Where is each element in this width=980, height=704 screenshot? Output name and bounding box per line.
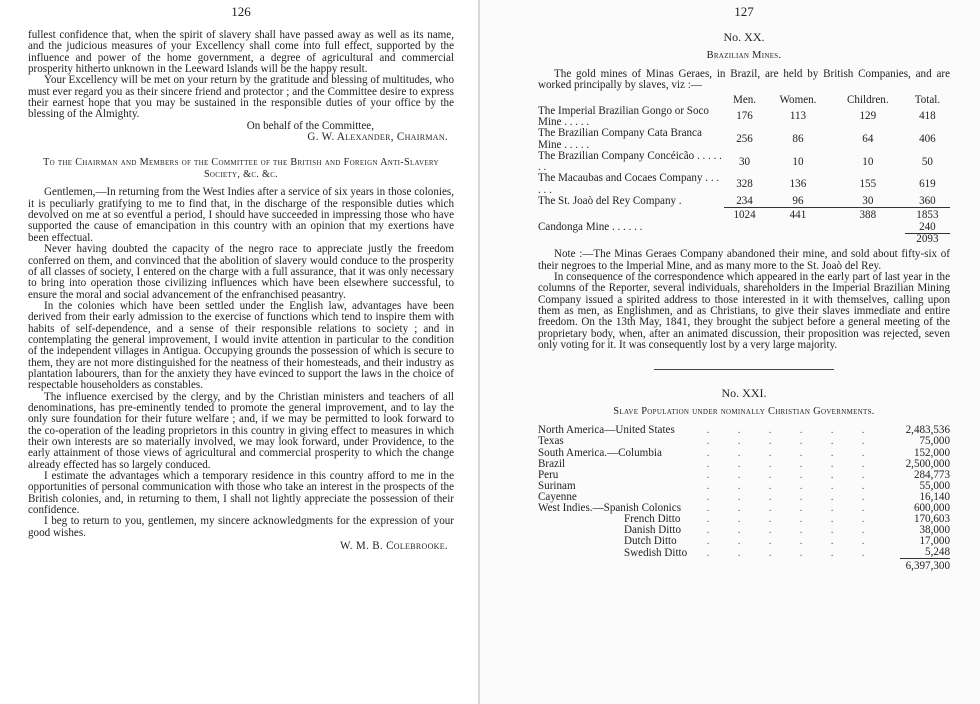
leader-dots: . . . . . .	[706, 458, 878, 470]
women-total: 441	[765, 208, 831, 222]
region-label: Danish Ditto	[624, 524, 682, 537]
column-header: Total.	[914, 93, 941, 106]
men-count: 328	[736, 178, 753, 191]
mines-table	[538, 92, 950, 246]
left-page	[0, 0, 478, 704]
population-value: 5,248	[925, 546, 950, 559]
region-label: Cayenne	[538, 490, 577, 503]
population-value: 16,140	[919, 490, 950, 503]
note-paragraph: Note :—The Minas Geraes Company abandoned their mine, and sold about fifty-six of their negroes to the Imperial Mine, and as many more to the St. Joaò del Rey.	[538, 248, 950, 272]
table-row	[538, 106, 950, 129]
mine-name: The St. Joaò del Rey Company .	[538, 195, 682, 208]
population-value: 152,000	[913, 446, 950, 459]
women-count: 96	[792, 195, 804, 208]
paragraph: In the colonies which have been settled under the English law, advantages have been derived from their early admission to the exercise of functions which tend to inspire them with habits of self-dependence, and a sense of their responsible relations to society ; and in contemplating the general improvement, I would invite attention in particular to the condition of the independent villages in Antigua. Occupying grounds the possession of which is secure to them, they are not more distinguished for the neatness of their homesteads, and their industry as plantation labourers, than for the anxiety they have evinced to support the laws in the choice of respectable householders as constables.	[28, 299, 454, 392]
table-row	[538, 536, 950, 547]
leader-dots: . . . . . .	[706, 447, 878, 459]
children-total: 388	[831, 208, 905, 222]
table-row	[538, 459, 950, 470]
table-row	[538, 503, 950, 514]
section-title: Slave Population under nominally Christian Governments.	[613, 406, 875, 418]
region-label: Brazil	[538, 457, 566, 470]
section-number: No. XXI.	[721, 386, 767, 401]
women-count: 86	[792, 132, 804, 145]
population-value: 2,483,536	[905, 424, 950, 437]
region-label: Surinam	[538, 479, 576, 492]
letter-signature: W. M. B. Colebrooke.	[340, 540, 448, 553]
table-row	[538, 196, 950, 208]
paragraph: The influence exercised by the clergy, and by the Christian ministers and teachers of all denominations, has pre-eminently tended to promote the general improvement, and to lay the only sure foundation for their future welfare ; and, if we may be permitted to look forward to the co-operation of the leading proprietors in this country in giving effect to measures in which their own interests are so materially involved, we may look forward, under Providence, to the early attainment of those views of agricultural and commercial prosperity to which the change already effected has so largely conduced.	[28, 390, 454, 471]
leader-dots: . . . . . .	[706, 514, 878, 526]
women-count: 113	[789, 110, 807, 123]
leader-dots: . . . . . .	[706, 503, 878, 514]
table-row	[538, 151, 950, 174]
paragraph: The gold mines of Minas Geraes, in Brazil, are held by British Companies, and are worked principally by slaves, viz :—	[538, 68, 950, 92]
mine-name: Candonga Mine . . . . . .	[538, 220, 643, 233]
men-count: 234	[736, 195, 753, 208]
women-count: 10	[792, 155, 804, 168]
paragraph: I estimate the advantages which a temporary residence in this country afford to me in the opportunities of personal communication with those who take an interest in the prospects of the British colonies, and, in returning to them, I shall not lightly appreciate the possession of their confidence.	[28, 470, 454, 517]
women-count: 136	[789, 178, 807, 191]
children-count: 64	[862, 132, 874, 145]
column-header: Women.	[779, 93, 817, 106]
children-count: 10	[862, 155, 874, 168]
table-row	[538, 547, 950, 559]
table-row	[538, 128, 950, 151]
total-count: 619	[919, 178, 936, 191]
population-total: 6,397,300	[900, 559, 950, 573]
mine-name: The Brazilian Company Concéicão . . . . . . .	[538, 149, 722, 174]
table-row	[538, 481, 950, 492]
paragraph: I beg to return to you, gentlemen, my sincere acknowledgments for the expression of your good wishes.	[28, 515, 454, 539]
mine-name: The Imperial Brazilian Gongo or Soco Mine . . . . .	[538, 104, 709, 128]
signature-name: G. W. Alexander, Chairman.	[307, 131, 448, 144]
paragraph: Gentlemen,—In returning from the West Indies after a service of six years in those colonies, it is peculiarly gratifying to me to find that, in the discharge of the responsible duties which devolved on me at so eventful a period, I should have succeeded in impressing those who have supported the cause of emancipation in this country with an opinion that my exertions have been effectual.	[28, 186, 454, 244]
leader-dots: . . . . . .	[706, 525, 878, 537]
totals-row	[538, 208, 950, 222]
leader-dots: . . . . . .	[706, 480, 878, 492]
children-count: 30	[862, 195, 874, 208]
table-header-row	[538, 92, 950, 106]
mine-name: The Macaubas and Cocaes Company . . . . . .	[538, 172, 720, 196]
total-row	[538, 559, 950, 573]
grand-total: 2093	[905, 233, 950, 245]
signature-intro: On behalf of the Committee,	[246, 119, 374, 132]
total-count: 240	[919, 220, 936, 233]
table-row	[538, 222, 950, 234]
region-label: Dutch Ditto	[624, 535, 677, 548]
section-divider	[654, 369, 834, 370]
page-number: 126	[231, 4, 251, 19]
total-count: 360	[919, 195, 936, 208]
column-header: Children.	[847, 93, 889, 106]
table-row	[538, 425, 950, 436]
region-label: South America.—Columbia	[538, 446, 662, 459]
page-number: 127	[734, 4, 754, 19]
total-count: 50	[921, 155, 933, 168]
section-number: No. XX.	[723, 30, 765, 44]
men-total: 1024	[724, 208, 765, 222]
population-value: 75,000	[919, 435, 950, 448]
total-count: 406	[919, 132, 936, 145]
leader-dots: . . . . . .	[706, 547, 878, 559]
address-heading: To the Chairman and Members of the Committee of the British and Foreign Anti-Slavery Society, &c. &c.	[43, 157, 439, 180]
region-label: French Ditto	[624, 513, 681, 526]
region-label: Swedish Ditto	[624, 546, 688, 559]
region-label: Peru	[538, 468, 559, 481]
region-label: West Indies.—Spanish Colonics	[538, 502, 682, 514]
grand-total-row	[538, 233, 950, 245]
population-value: 600,000	[913, 502, 950, 514]
column-header	[538, 92, 724, 106]
table-row	[538, 173, 950, 196]
section-title: Brazilian Mines.	[706, 50, 782, 61]
total-total: 1853	[905, 208, 950, 222]
paragraph: Your Excellency will be met on your return by the gratitude and blessing of multitudes, who must ever regard you as their sincere friend and protector ; and the Committee desire to express their earnest hope that you may be sustained in the responsible duties of your office by the blessing of the Almighty.	[28, 74, 454, 121]
paragraph: In consequence of the correspondence which appeared in the early part of last year in the columns of the Reporter, several individuals, shareholders in the Imperial Brazilian Mining Company issued a spirited address to those interested in it with themselves, calling upon them as men, as Englishmen, and as Christians, to give their slaves immediate and entire freedom. On the 13th May, 1841, they brought the subject before a general meeting of the proprietary body, when, after an animated discussion, their proposition was rejected, seven only voting for it. It was consequently lost by a very large majority.	[538, 270, 950, 351]
leader-dots: . . . . . .	[706, 536, 878, 548]
population-value: 284,773	[913, 468, 950, 481]
men-count: 256	[736, 132, 753, 145]
men-count: 30	[738, 155, 751, 168]
children-count: 155	[859, 178, 877, 191]
leader-dots: . . . . . .	[706, 425, 878, 437]
men-count: 176	[736, 110, 753, 123]
population-value: 55,000	[919, 479, 950, 492]
population-value: 170,603	[913, 513, 950, 526]
population-value: 38,000	[919, 524, 950, 537]
region-label: Texas	[538, 435, 564, 448]
total-count: 418	[919, 110, 936, 123]
right-page	[480, 0, 980, 704]
column-header: Men.	[732, 93, 757, 106]
table-row	[538, 470, 950, 481]
slave-population-table	[538, 425, 950, 572]
paragraph: Never having doubted the capacity of the negro race to appreciate justly the freedom conferred on them, and convinced that the abolition of slavery would conduce to the prosperity of all classes of society, I entered on the charge with a full assurance, that it was only necessary to bring into operation those civilizing influences which have been elsewhere successful, to ensure the moral and social advancement of the enfranchised peasantry.	[28, 243, 454, 301]
table-row	[538, 436, 950, 447]
leader-dots: . . . . . .	[706, 491, 878, 503]
paragraph: fullest confidence that, when the spirit of slavery shall have passed away as well as its name, and the judicious measures of your Excellency shall come into full effect, supported by the influence and power of the home government, a degree of agricultural and commercial prosperity hitherto unknown in the Leeward Islands will be the happy result.	[28, 29, 454, 76]
table-row	[538, 514, 950, 525]
table-row	[538, 525, 950, 536]
mine-name: The Brazilian Company Cata Branca Mine . . . . .	[538, 127, 702, 151]
population-value: 2,500,000	[905, 457, 950, 470]
region-label: North America—United States	[538, 424, 675, 437]
population-value: 17,000	[919, 535, 950, 548]
children-count: 129	[859, 110, 877, 123]
leader-dots: . . . . . .	[706, 436, 878, 448]
table-row	[538, 448, 950, 459]
leader-dots: . . . . . .	[706, 469, 878, 481]
